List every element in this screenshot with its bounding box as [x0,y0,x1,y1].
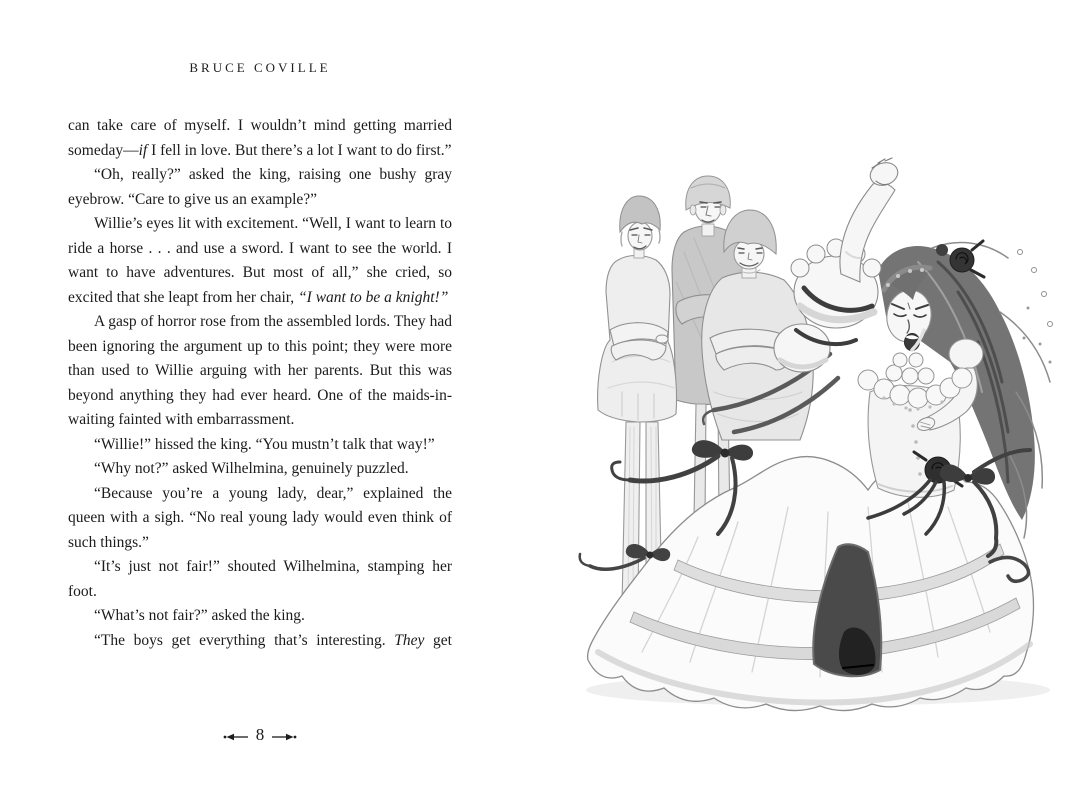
illustration [538,92,1060,724]
folio-ornament-left-icon [223,732,249,742]
paragraph: Willie’s eyes lit with excitement. “Well, I want to learn to ride a horse . . . and use a sword. I want to see the world. I want to have adventures. But most of all,” she cried, so excited that she leapt from her chair, “I want to be a knight!” [68,215,452,306]
hair-rose [950,248,974,272]
paragraph: can take care of myself. I wouldn’t mind getting married someday—if I fell in love. But there’s a lot I want to do first.” [68,117,452,159]
page-number: 8 [255,725,265,744]
paragraph: A gasp of horror rose from the assembled lords. They had been ignoring the argument up to this point; they were more than used to Willie arguing with her parents. But this was beyond anything they had ever heard. One of the maids-in-waiting fainted with embarrassment. [68,313,452,428]
folio [68,726,452,746]
running-head: BRUCE COVILLE [189,60,331,75]
paragraph: “Because you’re a young lady, dear,” explained the queen with a sigh. “No real young lady would even think of such things.” [68,484,452,551]
floating-beads [1018,250,1053,364]
paragraph: “Oh, really?” asked the king, raising one bushy gray eyebrow. “Care to give us an example?” [68,166,452,208]
paragraph: “The boys get everything that’s interesting. They get [94,631,452,649]
paragraph: “It’s just not fair!” shouted Wilhelmina, stamping her foot. [68,558,452,600]
folio-ornament-right-icon [271,732,297,742]
illustration-svg [538,92,1060,724]
paragraph: “Why not?” asked Wilhelmina, genuinely puzzled. [94,460,409,477]
paragraph: “What’s not fair?” asked the king. [94,607,305,624]
paragraph: “Willie!” hissed the king. “You mustn’t talk that way!” [94,435,435,453]
text-column [68,114,452,653]
